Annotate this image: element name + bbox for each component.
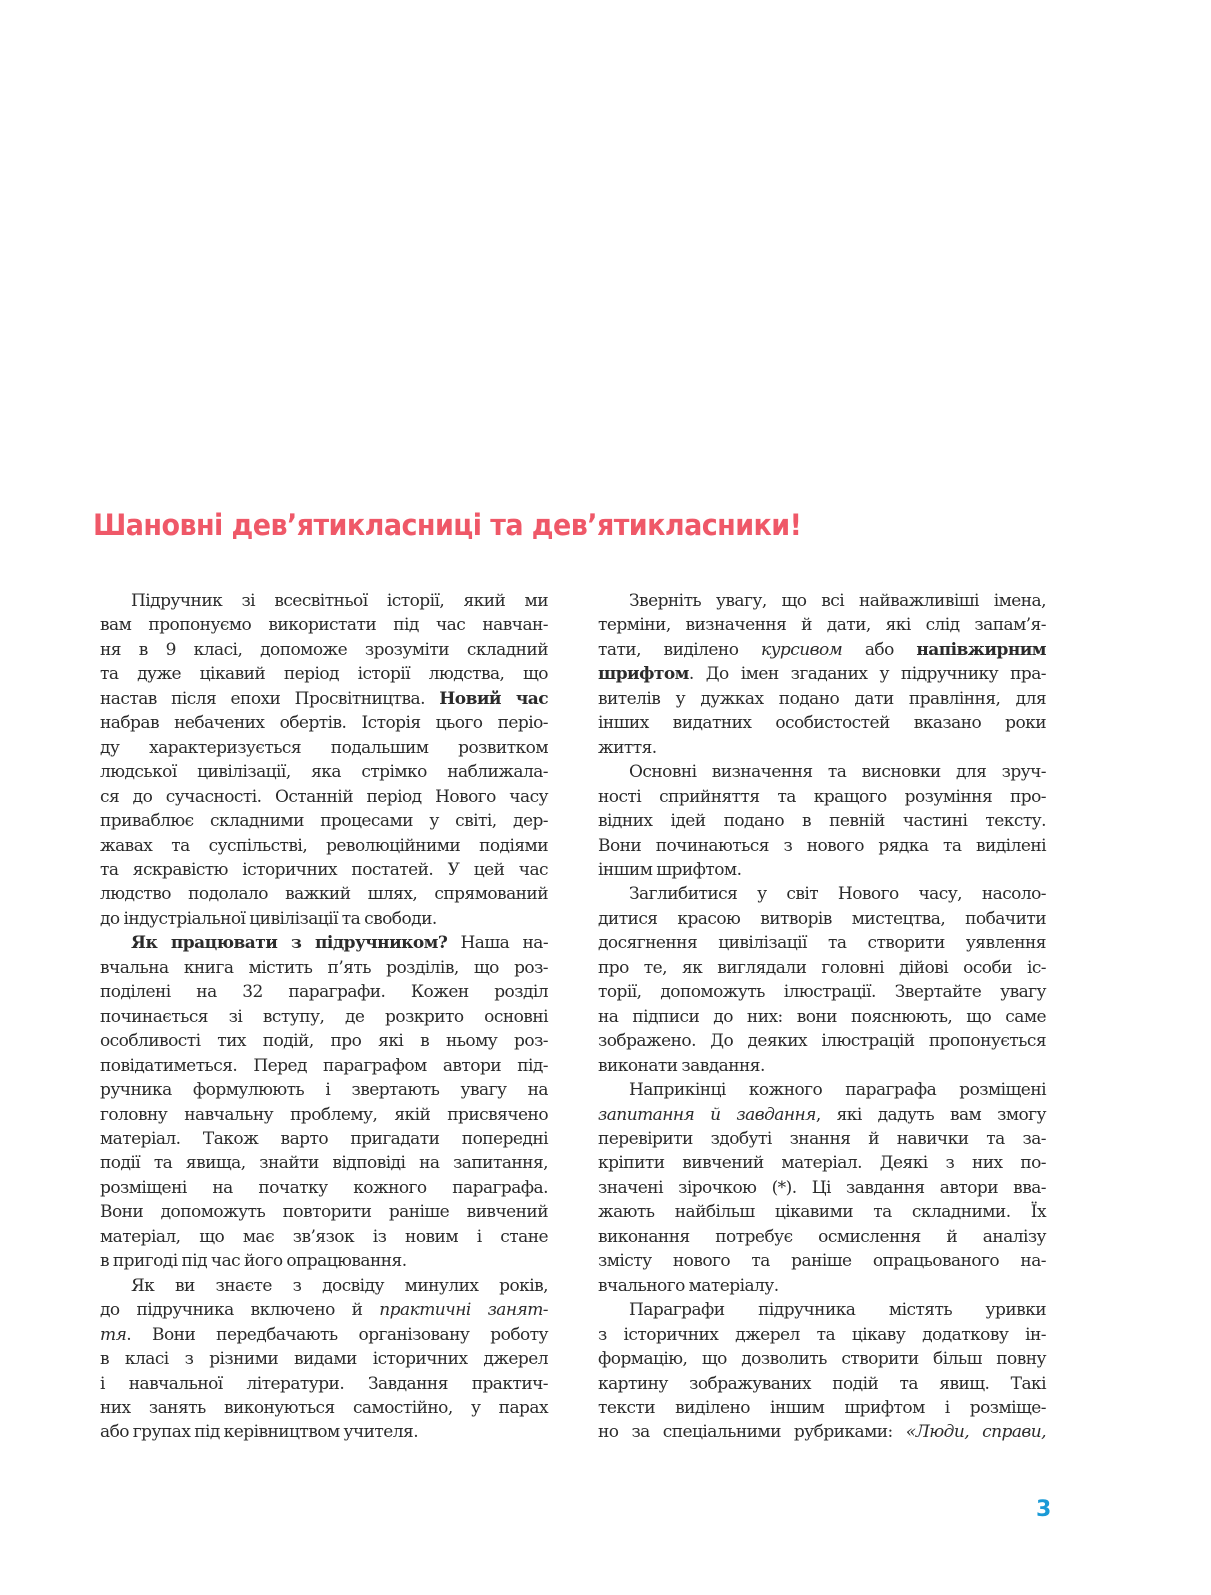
text-line: них занять виконуються самостійно, у парах (100, 1397, 548, 1418)
text-line: Підручник зі всесвітньої історії, який ми (131, 591, 548, 611)
text-line: починається зі вступу, де розкрито основні (100, 1006, 548, 1027)
text-line: повідатиметься. Перед параграфом автори під- (100, 1055, 548, 1076)
text-line (598, 662, 1046, 686)
text-line: картину зображуваних подій та явищ. Такі (598, 1373, 1046, 1394)
text-line: або групах під керівництвом учителя. (100, 1422, 419, 1443)
italic-term: практичні занят- (379, 1300, 548, 1321)
paragraph-questions (598, 1078, 1046, 1298)
text-line: ня в 9 класі, допоможе зрозуміти складний (100, 639, 548, 660)
text-line: життя. (598, 737, 657, 758)
right-column (598, 589, 1046, 1445)
paragraph-definitions (598, 760, 1046, 882)
italic-term: тя (100, 1324, 127, 1345)
text-line: в класі з різними видами історичних джерел (100, 1349, 548, 1370)
paragraph-highlighting (598, 589, 1046, 760)
text-line (100, 931, 548, 955)
text-line: набрав небачених обертів. Історія цього періо- (100, 713, 548, 734)
text-line: та дуже цікавий період історії людства, що (100, 664, 548, 685)
text-line: значені зірочкою (*). Ці завдання автори вва- (598, 1177, 1046, 1198)
text-line: дитися красою витворів мистецтва, побачити (598, 908, 1046, 929)
text-line: людство подолало важкий шлях, спрямований (100, 884, 548, 905)
text-line: головну навчальну проблему, якій присвячено (100, 1104, 548, 1125)
text-line: Зверніть увагу, що всі найважливіші імена, (629, 591, 1046, 611)
text-line: події та явища, знайти відповіді на запитання, (100, 1153, 548, 1174)
text-line: і навчальної літератури. Завдання практич- (100, 1373, 548, 1394)
text-line: особливості тих подій, про які в ньому роз- (100, 1031, 548, 1052)
text-run: тати, виділено (598, 639, 761, 660)
text-line: зображено. До деяких ілюстрацій пропонується (598, 1031, 1046, 1052)
text-line (598, 638, 1046, 662)
paragraph-how-to-use (100, 931, 548, 1273)
text-line: змісту нового та раніше опрацьованого на- (598, 1251, 1046, 1272)
text-run: Наша на- (447, 933, 549, 954)
text-line: вам пропонуємо використати під час навчан- (100, 615, 548, 636)
bold-term: Новий час (439, 688, 548, 709)
text-line: торії, допоможуть ілюстрації. Звертайте увагу (598, 982, 1046, 1003)
text-run: . До імен згаданих у підручнику пра- (688, 664, 1046, 685)
text-line: та яскравістю історичних постатей. У цей час (100, 859, 548, 880)
bold-term: напівжирним (916, 639, 1046, 660)
text-run: . Вони передбачають організовану роботу (126, 1324, 548, 1345)
text-run: до підручника включено й (100, 1300, 380, 1321)
text-line: вчальна книга містить п’ять розділів, що роз- (100, 957, 548, 978)
text-line (100, 1323, 548, 1347)
text-line (100, 1298, 548, 1322)
text-line: досягнення цивілізації та створити уявлення (598, 933, 1046, 954)
text-line: матеріал. Також варто пригадати попередні (100, 1128, 548, 1149)
text-line: формацію, що дозволить створити більш повну (598, 1349, 1046, 1370)
text-line: інших видатних особистостей вказано роки (598, 713, 1046, 734)
text-line (598, 1420, 1046, 1444)
text-line (100, 687, 548, 711)
text-line: кріпити вивчений матеріал. Деякі з них по- (598, 1153, 1046, 1174)
text-line: приваблює складними процесами у світі, дер- (100, 811, 548, 832)
text-line: ручника формулюють і звертають увагу на (100, 1080, 548, 1101)
text-line: відних ідей подано в певній частині тексту. (598, 811, 1046, 832)
bold-term: шрифтом (598, 664, 689, 685)
text-line: Як ви знаєте з досвіду минулих років, (131, 1275, 548, 1296)
paragraph-practical (100, 1274, 548, 1445)
text-run: но за спеціальними рубриками: (598, 1422, 906, 1443)
paragraph-intro (100, 589, 548, 931)
text-line: ності сприйняття та кращого розуміння про- (598, 786, 1046, 807)
text-line: жають найбільш цікавими та складними. Їх (598, 1202, 1046, 1223)
text-line: ся до сучасності. Останній період Нового часу (100, 786, 548, 807)
left-column (100, 589, 548, 1445)
text-run: настав після епохи Просвітництва. (100, 688, 440, 709)
text-line: ду характеризується подальшим розвитком (100, 737, 548, 758)
paragraph-illustrations (598, 882, 1046, 1078)
text-line: Вони починаються з нового рядка та виділені (598, 835, 1046, 856)
text-line: Вони допоможуть повторити раніше вивчений (100, 1202, 548, 1223)
page-title: Шановні дев’ятикласниці та дев’ятикласники! (93, 508, 802, 543)
text-line: Параграфи підручника містять уривки (629, 1300, 1046, 1321)
text-line: виконання потребує осмислення й аналізу (598, 1226, 1046, 1247)
page-number: 3 (1036, 1497, 1052, 1522)
text-line: терміни, визначення й дати, які слід запам’я- (598, 615, 1046, 636)
text-line: Наприкінці кожного параграфа розміщені (629, 1080, 1046, 1101)
text-line (598, 1103, 1046, 1127)
text-line: Основні визначення та висновки для зруч- (629, 762, 1046, 783)
text-line: виконати завдання. (598, 1055, 765, 1076)
bold-heading: Як працювати з підручником? (131, 933, 448, 954)
text-line: поділені на 32 параграфи. Кожен розділ (100, 982, 548, 1003)
text-line: матеріал, що має зв’язок із новим і стане (100, 1226, 548, 1247)
text-line: іншим шрифтом. (598, 859, 742, 880)
text-line: з історичних джерел та цікаву додаткову ін- (598, 1324, 1046, 1345)
text-line: вчального матеріалу. (598, 1275, 779, 1296)
text-line: перевірити здобуті знання й навички та за- (598, 1128, 1046, 1149)
text-line: Заглибитися у світ Нового часу, насоло- (629, 884, 1046, 905)
text-line: жавах та суспільстві, революційними подіями (100, 835, 548, 856)
paragraph-sources (598, 1298, 1046, 1445)
text-run: або (842, 639, 917, 660)
italic-term: курсивом (761, 639, 843, 660)
italic-term: «Люди, справи, (905, 1422, 1046, 1443)
text-line: людської цивілізації, яка стрімко наближала- (100, 762, 548, 783)
italic-term: запитання й завдання (598, 1104, 816, 1125)
text-line: про те, як виглядали головні дійові особи іс- (598, 957, 1046, 978)
text-line: тексти виділено іншим шрифтом і розміще- (598, 1397, 1046, 1418)
text-run: , які дадуть вам змогу (815, 1104, 1046, 1125)
text-line: до індустріальної цивілізації та свободи. (100, 908, 437, 929)
text-line: вителів у дужках подано дати правління, для (598, 688, 1046, 709)
text-line: в пригоді під час його опрацювання. (100, 1251, 407, 1272)
text-line: на підписи до них: вони пояснюють, що саме (598, 1006, 1046, 1027)
text-line: розміщені на початку кожного параграфа. (100, 1177, 548, 1198)
